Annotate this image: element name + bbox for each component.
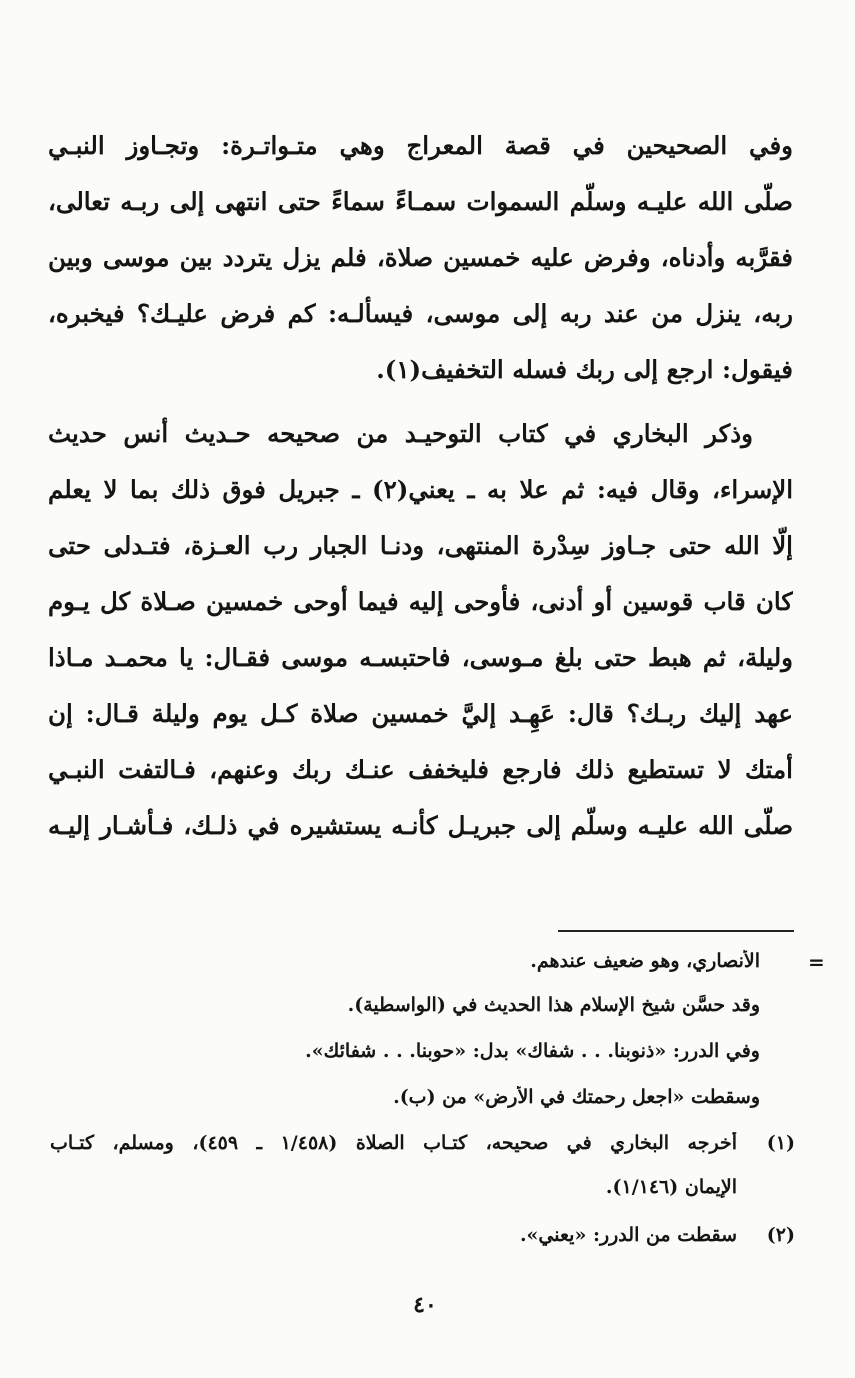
text-line: كان قاب قوسين أو أدنى، فأوحى إليه فيما أوحى خمسين صـلاة كل يـوم: [48, 587, 793, 616]
footnote-line: وفي الدرر: «ذنوبنا. . . شفاك» بدل: «حوبنا. . . شفائك».: [305, 1040, 760, 1062]
text-line: ربه، ينزل من عند ربه إلى موسى، فيسألـه: كم فرض عليـك؟ فيخبره،: [48, 299, 793, 328]
text-line: أمتك لا تستطيع ذلك فارجع فليخفف عنـك ربك وعنهم، فـالتفت النبـي: [48, 755, 793, 784]
text-line: وذكر البخاري في كتاب التوحيـد من صحيحه حـديث أنس حديث: [48, 419, 753, 448]
text-line: الإسراء، وقال فيه: ثم علا به ـ يعني(٢) ـ جبريل فوق ذلك بما لا يعلم: [48, 475, 793, 504]
page-number: ٤٠: [413, 1292, 437, 1318]
text-line: وفي الصحيحين في قصة المعراج وهي متـواتـرة: وتجـاوز النبـي: [48, 131, 793, 160]
footnote-line: الإيمان (١/١٤٦).: [605, 1176, 737, 1198]
text-line: إلّا الله حتى جـاوز سِدْرة المنتهى، ودنـا الجبار رب العـزة، فتـدلى حتى: [48, 531, 793, 560]
footnote-continuation-mark: =: [808, 950, 825, 974]
footnote-line: الأنصاري، وهو ضعيف عندهم.: [530, 950, 760, 972]
text-line: صلّى الله عليـه وسلّم السموات سمـاءً سماءً حتى انتهى إلى ربـه تعالى،: [48, 187, 793, 216]
footnote-line: وسقطت «اجعل رحمتك في الأرض» من (ب).: [393, 1086, 760, 1108]
footnote-number: (١): [766, 1132, 795, 1154]
text-line: وليلة، ثم هبط حتى بلغ مـوسى، فاحتبسـه موسى فقـال: يا محمـد مـاذا: [48, 643, 793, 672]
footnote-number: (٢): [766, 1224, 795, 1246]
footnote-line: سقطت من الدرر: «يعني».: [519, 1224, 737, 1246]
footnote-line: وقد حسَّن شيخ الإسلام هذا الحديث في (الواسطية).: [347, 994, 760, 1016]
text-line: صلّى الله عليـه وسلّم إلى جبريـل كأنـه يستشيره في ذلـك، فـأشـار إليـه: [48, 811, 793, 840]
footnote-separator: [558, 930, 794, 932]
footnote-2: [50, 1224, 795, 1260]
text-line: فيقول: ارجع إلى ربك فسله التخفيف(١).: [376, 355, 793, 384]
main-text: [48, 118, 793, 854]
footnote-line: أخرجه البخاري في صحيحه، كتـاب الصلاة (١/٤٥٨ ـ ٤٥٩)، ومسلم، كتـاب: [50, 1132, 737, 1154]
text-line: فقرَّبه وأدناه، وفرض عليه خمسين صلاة، فلم يزل يتردد بين موسى وبين: [48, 243, 793, 272]
footnote-1: [50, 1132, 795, 1212]
text-line: عهد إليك ربـك؟ قال: عَهِـد إليَّ خمسين صلاة كـل يوم وليلة قـال: إن: [48, 699, 793, 728]
